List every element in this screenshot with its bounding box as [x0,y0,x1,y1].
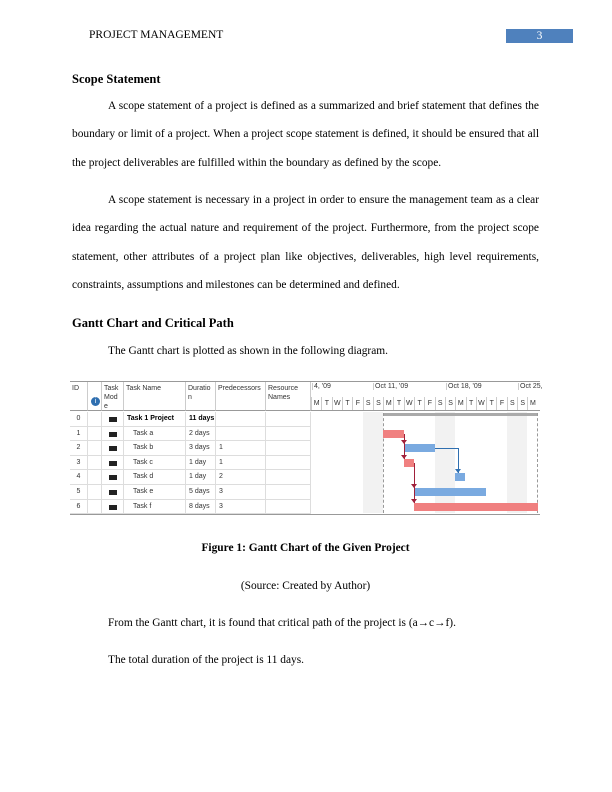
timescale-day: S [517,397,527,410]
timescale-day: S [373,397,383,410]
gantt-chart [70,381,543,515]
row-predecessors [216,427,266,442]
row-predecessors: 2 [216,470,266,485]
auto-schedule-icon [109,432,117,437]
critical-task-bar [383,430,404,438]
row-id: 4 [70,470,88,485]
row-predecessors [216,412,266,427]
auto-schedule-icon [109,446,117,451]
auto-schedule-icon [109,490,117,495]
timescale-day: W [332,397,342,410]
row-task-mode [102,412,124,427]
row-predecessors: 1 [216,441,266,456]
task-bar [414,488,486,496]
timescale-day: S [435,397,445,410]
timescale-day: F [424,397,434,410]
paragraph: The total duration of the project is 11 days. [108,654,305,666]
timescale-day: M [311,397,321,410]
paragraph: From the Gantt chart, it is found that critical path of the project is (a→c→f). [108,617,456,629]
row-resource-names [266,485,311,500]
row-info [88,441,102,456]
row-id: 3 [70,456,88,471]
timescale-day: F [496,397,506,410]
col-info-header [88,382,102,411]
timescale-day: W [476,397,486,410]
timescale-week: Oct 25, [520,383,543,390]
row-task-name: Task c [124,456,186,471]
dependency-link [414,463,415,503]
timescale-day: T [414,397,424,410]
running-head: PROJECT MANAGEMENT [89,29,224,41]
row-resource-names [266,441,311,456]
row-task-mode [102,470,124,485]
row-task-name: Task e [124,485,186,500]
row-duration: 2 days [186,427,216,442]
timescale-day: F [352,397,362,410]
dependency-arrow-icon [411,499,417,503]
col-id-header: ID [70,382,88,411]
weekend-shading [373,412,383,513]
critical-task-bar [414,503,538,511]
col-duration-header: Duration [186,382,216,411]
row-duration: 5 days [186,485,216,500]
row-task-mode [102,441,124,456]
row-info [88,412,102,427]
dependency-arrow-icon [455,469,461,473]
row-duration: 8 days [186,500,216,515]
row-id: 6 [70,500,88,515]
row-duration: 1 day [186,470,216,485]
col-resource-names-header: Resource Names [266,382,311,411]
timescale-day: T [321,397,331,410]
auto-schedule-icon [109,475,117,480]
task-bar [455,473,465,481]
figure-caption: Figure 1: Gantt Chart of the Given Project [201,542,410,554]
row-resource-names [266,427,311,442]
page-number: 3 [506,29,573,43]
timescale-week: Oct 18, '09 [448,383,482,390]
row-id: 2 [70,441,88,456]
col-task-mode-header: Task Mode [102,382,124,411]
section-heading-gantt: Gantt Chart and Critical Path [72,316,234,330]
timescale-day: S [445,397,455,410]
paragraph: A scope statement of a project is defined as a summarized and brief statement that defines the boundary or limit of a project. When a project scope statement is defined, it should be ensured that all the project deliverables are fulfilled within the boundary as defined by the scope. [72,100,539,169]
row-predecessors: 3 [216,485,266,500]
row-task-mode [102,427,124,442]
section-heading-scope: Scope Statement [72,72,161,86]
auto-schedule-icon [109,505,117,510]
timescale-day: M [455,397,465,410]
timescale-day: T [342,397,352,410]
row-duration: 11 days [186,412,216,427]
timescale-day: S [507,397,517,410]
timescale-week: Oct 11, '09 [375,383,409,390]
row-info [88,485,102,500]
row-resource-names [266,500,311,515]
row-resource-names [266,412,311,427]
timescale-day: M [527,397,537,410]
row-info [88,500,102,515]
row-task-name: Task 1 Project [124,412,186,427]
row-task-mode [102,500,124,515]
row-predecessors: 3 [216,500,266,515]
row-duration: 3 days [186,441,216,456]
row-task-mode [102,485,124,500]
timescale-day: M [383,397,393,410]
row-task-name: Task b [124,441,186,456]
col-predecessors-header: Predecessors [216,382,266,411]
auto-schedule-icon [109,461,117,466]
paragraph: A scope statement is necessary in a project in order to ensure the management team as a clear idea regarding the actual nature and requirement of the project. Furthermore, from the project scope statement, other attributes of a project plan like objectives, deliverables, high level requirements, constraints, assumptions and milestones can be determined and defined. [72,194,539,291]
row-task-name: Task d [124,470,186,485]
timescale-day: S [363,397,373,410]
row-info [88,470,102,485]
timescale-week: 4, '09 [314,383,331,390]
row-task-mode [102,456,124,471]
critical-task-bar [404,459,414,467]
row-info [88,427,102,442]
row-id: 5 [70,485,88,500]
dependency-link [435,448,459,449]
task-bar [404,444,435,452]
timescale-divider [311,410,540,411]
row-task-name: Task f [124,500,186,515]
auto-schedule-icon [109,417,117,422]
row-info [88,456,102,471]
row-id: 0 [70,412,88,427]
row-duration: 1 day [186,456,216,471]
row-predecessors: 1 [216,456,266,471]
timescale-day: T [466,397,476,410]
row-resource-names [266,456,311,471]
timescale-day: T [393,397,403,410]
timescale-day: T [486,397,496,410]
figure-source: (Source: Created by Author) [240,580,371,592]
row-task-name: Task a [124,427,186,442]
timescale-day: W [404,397,414,410]
paragraph: The Gantt chart is plotted as shown in the following diagram. [108,345,388,357]
row-id: 1 [70,427,88,442]
col-task-name-header: Task Name [124,382,186,411]
dependency-arrow-icon [401,455,407,459]
weekend-shading [363,412,373,513]
row-resource-names [266,470,311,485]
info-icon: i [91,397,100,406]
